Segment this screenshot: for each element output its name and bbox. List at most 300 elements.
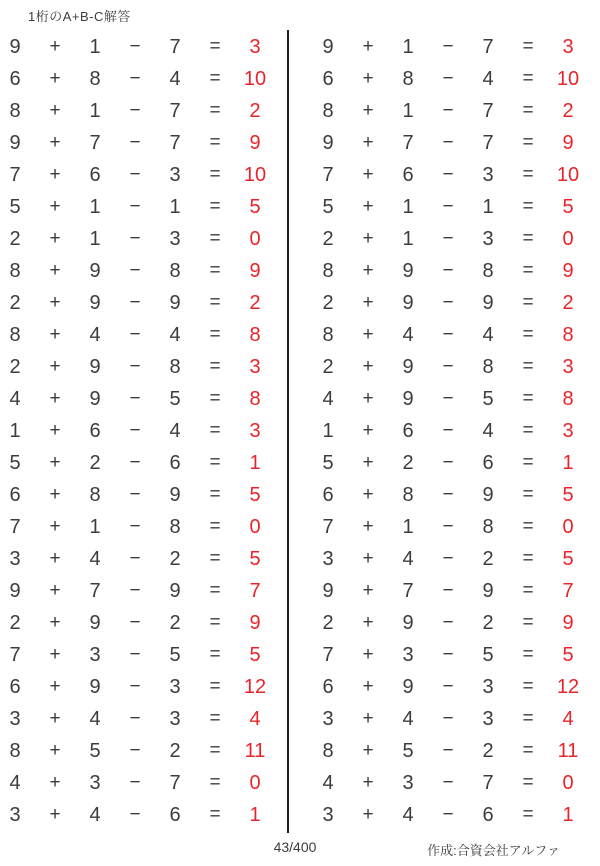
operand-b: 9: [89, 388, 101, 410]
plus-operator: +: [362, 548, 374, 569]
plus-operator: +: [49, 484, 61, 505]
equals-sign: =: [209, 36, 221, 57]
answer-value: 11: [557, 740, 579, 762]
operand-a: 9: [322, 580, 334, 602]
answer-value: 9: [562, 260, 574, 282]
operand-a: 8: [322, 324, 334, 346]
answer-value: 8: [249, 324, 261, 346]
operand-a: 8: [9, 260, 21, 282]
problem-row: [0, 703, 275, 735]
operand-c: 8: [482, 516, 494, 538]
operand-a: 2: [322, 612, 334, 634]
operand-a: 8: [322, 100, 334, 122]
operand-a: 7: [322, 516, 334, 538]
operand-b: 3: [89, 772, 101, 794]
minus-operator: −: [442, 132, 454, 153]
equals-sign: =: [209, 740, 221, 761]
equals-sign: =: [209, 356, 221, 377]
page-title: 1桁のA+B-C解答: [28, 9, 131, 24]
plus-operator: +: [362, 196, 374, 217]
plus-operator: +: [49, 804, 61, 825]
operand-c: 9: [169, 292, 181, 314]
operand-b: 1: [402, 228, 414, 250]
equals-sign: =: [209, 452, 221, 473]
operand-b: 8: [402, 68, 414, 90]
problem-row: [0, 639, 275, 671]
operand-c: 3: [482, 228, 494, 250]
equals-sign: =: [209, 260, 221, 281]
problem-row: [0, 95, 275, 127]
plus-operator: +: [49, 356, 61, 377]
operand-c: 2: [482, 548, 494, 570]
minus-operator: −: [442, 324, 454, 345]
equals-sign: =: [522, 516, 534, 537]
equals-sign: =: [522, 548, 534, 569]
operand-b: 1: [402, 196, 414, 218]
operand-b: 4: [402, 548, 414, 570]
answer-value: 8: [562, 388, 574, 410]
minus-operator: −: [129, 452, 141, 473]
answer-value: 9: [562, 132, 574, 154]
operand-c: 1: [169, 196, 181, 218]
plus-operator: +: [362, 68, 374, 89]
operand-a: 3: [322, 708, 334, 730]
equals-sign: =: [209, 196, 221, 217]
problems-column-right: [308, 31, 588, 831]
operand-c: 3: [169, 708, 181, 730]
plus-operator: +: [362, 580, 374, 601]
operand-c: 4: [482, 420, 494, 442]
operand-a: 9: [9, 132, 21, 154]
operand-b: 4: [89, 548, 101, 570]
operand-b: 9: [402, 388, 414, 410]
operand-b: 8: [89, 484, 101, 506]
operand-a: 6: [322, 676, 334, 698]
operand-b: 9: [89, 292, 101, 314]
operand-a: 8: [322, 740, 334, 762]
operand-c: 3: [169, 228, 181, 250]
operand-a: 6: [9, 484, 21, 506]
operand-c: 3: [169, 164, 181, 186]
plus-operator: +: [49, 100, 61, 121]
minus-operator: −: [129, 644, 141, 665]
equals-sign: =: [522, 260, 534, 281]
plus-operator: +: [49, 324, 61, 345]
operand-c: 2: [169, 612, 181, 634]
plus-operator: +: [362, 740, 374, 761]
plus-operator: +: [49, 644, 61, 665]
plus-operator: +: [362, 420, 374, 441]
operand-c: 6: [482, 804, 494, 826]
equals-sign: =: [209, 580, 221, 601]
problem-row: [308, 191, 588, 223]
problem-row: [0, 575, 275, 607]
operand-c: 7: [169, 36, 181, 58]
operand-b: 7: [89, 580, 101, 602]
minus-operator: −: [129, 740, 141, 761]
operand-b: 9: [402, 292, 414, 314]
minus-operator: −: [129, 580, 141, 601]
operand-c: 4: [169, 420, 181, 442]
problem-row: [308, 319, 588, 351]
plus-operator: +: [49, 580, 61, 601]
problem-row: [308, 671, 588, 703]
problem-row: [308, 255, 588, 287]
answer-value: 4: [562, 708, 574, 730]
answer-value: 2: [249, 292, 261, 314]
operand-c: 9: [482, 484, 494, 506]
operand-b: 8: [89, 68, 101, 90]
minus-operator: −: [442, 644, 454, 665]
operand-a: 8: [322, 260, 334, 282]
operand-b: 6: [402, 420, 414, 442]
answer-value: 10: [556, 68, 580, 90]
answer-value: 7: [249, 580, 261, 602]
minus-operator: −: [442, 196, 454, 217]
operand-c: 8: [482, 260, 494, 282]
equals-sign: =: [522, 708, 534, 729]
operand-b: 4: [89, 804, 101, 826]
operand-a: 5: [9, 452, 21, 474]
problem-row: [308, 735, 588, 767]
equals-sign: =: [522, 100, 534, 121]
plus-operator: +: [49, 36, 61, 57]
plus-operator: +: [362, 804, 374, 825]
operand-a: 9: [322, 36, 334, 58]
problem-row: [308, 159, 588, 191]
answer-value: 3: [562, 420, 574, 442]
problem-row: [0, 351, 275, 383]
minus-operator: −: [129, 164, 141, 185]
answer-value: 1: [562, 804, 574, 826]
operand-a: 3: [9, 708, 21, 730]
plus-operator: +: [362, 516, 374, 537]
operand-c: 7: [169, 132, 181, 154]
problem-row: [0, 255, 275, 287]
minus-operator: −: [442, 36, 454, 57]
operand-b: 9: [89, 260, 101, 282]
answer-value: 5: [562, 644, 574, 666]
minus-operator: −: [442, 100, 454, 121]
operand-a: 9: [9, 580, 21, 602]
operand-c: 3: [482, 164, 494, 186]
minus-operator: −: [442, 548, 454, 569]
plus-operator: +: [49, 452, 61, 473]
answer-value: 3: [249, 356, 261, 378]
equals-sign: =: [522, 644, 534, 665]
plus-operator: +: [49, 548, 61, 569]
minus-operator: −: [129, 68, 141, 89]
plus-operator: +: [362, 452, 374, 473]
operand-c: 7: [482, 36, 494, 58]
problem-row: [0, 671, 275, 703]
operand-c: 6: [482, 452, 494, 474]
minus-operator: −: [442, 164, 454, 185]
minus-operator: −: [442, 420, 454, 441]
minus-operator: −: [442, 484, 454, 505]
minus-operator: −: [129, 260, 141, 281]
minus-operator: −: [129, 228, 141, 249]
equals-sign: =: [209, 292, 221, 313]
plus-operator: +: [362, 356, 374, 377]
operand-a: 2: [322, 356, 334, 378]
plus-operator: +: [362, 100, 374, 121]
operand-a: 2: [9, 612, 21, 634]
plus-operator: +: [362, 324, 374, 345]
plus-operator: +: [362, 772, 374, 793]
operand-b: 4: [402, 324, 414, 346]
answer-value: 1: [562, 452, 574, 474]
operand-c: 7: [482, 132, 494, 154]
answer-value: 2: [562, 292, 574, 314]
operand-c: 8: [169, 356, 181, 378]
operand-b: 9: [89, 676, 101, 698]
operand-b: 3: [402, 772, 414, 794]
equals-sign: =: [209, 708, 221, 729]
problem-row: [308, 639, 588, 671]
equals-sign: =: [209, 164, 221, 185]
answer-value: 8: [249, 388, 261, 410]
answer-value: 1: [249, 804, 261, 826]
equals-sign: =: [522, 132, 534, 153]
operand-c: 5: [482, 388, 494, 410]
plus-operator: +: [49, 68, 61, 89]
answer-value: 10: [556, 164, 580, 186]
problem-row: [0, 191, 275, 223]
plus-operator: +: [362, 388, 374, 409]
operand-a: 4: [9, 388, 21, 410]
equals-sign: =: [522, 420, 534, 441]
operand-a: 5: [322, 196, 334, 218]
equals-sign: =: [209, 228, 221, 249]
operand-c: 5: [169, 388, 181, 410]
equals-sign: =: [209, 548, 221, 569]
answer-value: 3: [249, 36, 261, 58]
operand-b: 4: [402, 708, 414, 730]
operand-b: 4: [89, 324, 101, 346]
answer-value: 5: [562, 196, 574, 218]
operand-c: 9: [482, 292, 494, 314]
operand-c: 4: [482, 68, 494, 90]
problem-row: [0, 767, 275, 799]
operand-a: 8: [9, 740, 21, 762]
plus-operator: +: [362, 164, 374, 185]
equals-sign: =: [522, 676, 534, 697]
problem-row: [0, 319, 275, 351]
problem-row: [0, 607, 275, 639]
answer-value: 3: [562, 356, 574, 378]
operand-c: 8: [482, 356, 494, 378]
minus-operator: −: [442, 388, 454, 409]
minus-operator: −: [442, 452, 454, 473]
plus-operator: +: [49, 388, 61, 409]
equals-sign: =: [522, 452, 534, 473]
operand-c: 8: [169, 516, 181, 538]
problem-row: [0, 223, 275, 255]
operand-a: 7: [9, 164, 21, 186]
minus-operator: −: [442, 676, 454, 697]
problem-row: [308, 767, 588, 799]
equals-sign: =: [209, 612, 221, 633]
minus-operator: −: [442, 708, 454, 729]
credit-text: 作成:合資会社アルファ: [427, 843, 560, 858]
equals-sign: =: [209, 324, 221, 345]
problem-row: [308, 63, 588, 95]
operand-a: 2: [9, 356, 21, 378]
minus-operator: −: [129, 196, 141, 217]
operand-b: 7: [402, 132, 414, 154]
minus-operator: −: [442, 580, 454, 601]
plus-operator: +: [362, 132, 374, 153]
plus-operator: +: [49, 516, 61, 537]
answer-value: 7: [562, 580, 574, 602]
operand-a: 3: [9, 804, 21, 826]
equals-sign: =: [209, 132, 221, 153]
operand-b: 9: [402, 676, 414, 698]
answer-value: 11: [244, 740, 266, 762]
operand-c: 5: [482, 644, 494, 666]
operand-c: 2: [482, 612, 494, 634]
problem-row: [308, 543, 588, 575]
minus-operator: −: [442, 228, 454, 249]
answer-value: 10: [243, 68, 267, 90]
operand-b: 1: [89, 100, 101, 122]
operand-a: 3: [322, 548, 334, 570]
operand-c: 9: [482, 580, 494, 602]
plus-operator: +: [49, 676, 61, 697]
equals-sign: =: [522, 228, 534, 249]
operand-b: 2: [402, 452, 414, 474]
operand-c: 9: [169, 580, 181, 602]
minus-operator: −: [129, 100, 141, 121]
operand-c: 6: [169, 452, 181, 474]
page-number: 43/400: [273, 839, 317, 855]
operand-b: 7: [402, 580, 414, 602]
problems-column-left: [0, 31, 275, 831]
answer-value: 5: [562, 548, 574, 570]
plus-operator: +: [362, 484, 374, 505]
operand-b: 1: [89, 516, 101, 538]
operand-b: 3: [402, 644, 414, 666]
operand-a: 9: [322, 132, 334, 154]
operand-c: 1: [482, 196, 494, 218]
equals-sign: =: [522, 68, 534, 89]
minus-operator: −: [129, 708, 141, 729]
equals-sign: =: [209, 484, 221, 505]
problem-row: [308, 479, 588, 511]
problem-row: [0, 159, 275, 191]
minus-operator: −: [442, 772, 454, 793]
problem-row: [0, 31, 275, 63]
minus-operator: −: [129, 36, 141, 57]
minus-operator: −: [442, 68, 454, 89]
operand-c: 4: [169, 68, 181, 90]
operand-b: 5: [89, 740, 101, 762]
operand-c: 2: [482, 740, 494, 762]
operand-a: 5: [9, 196, 21, 218]
answer-value: 0: [562, 516, 574, 538]
operand-b: 6: [89, 164, 101, 186]
minus-operator: −: [129, 132, 141, 153]
minus-operator: −: [129, 388, 141, 409]
operand-a: 1: [9, 420, 21, 442]
operand-a: 4: [322, 772, 334, 794]
operand-a: 6: [9, 676, 21, 698]
minus-operator: −: [129, 420, 141, 441]
operand-b: 9: [89, 356, 101, 378]
operand-b: 1: [402, 516, 414, 538]
plus-operator: +: [49, 740, 61, 761]
equals-sign: =: [209, 772, 221, 793]
operand-a: 7: [322, 164, 334, 186]
operand-c: 7: [482, 772, 494, 794]
operand-c: 7: [169, 100, 181, 122]
answer-value: 9: [562, 612, 574, 634]
operand-a: 6: [322, 484, 334, 506]
operand-a: 2: [322, 292, 334, 314]
answer-value: 8: [562, 324, 574, 346]
minus-operator: −: [129, 772, 141, 793]
answer-value: 5: [249, 548, 261, 570]
minus-operator: −: [129, 516, 141, 537]
problem-row: [0, 511, 275, 543]
plus-operator: +: [49, 420, 61, 441]
equals-sign: =: [522, 36, 534, 57]
problem-row: [0, 479, 275, 511]
equals-sign: =: [522, 292, 534, 313]
problem-row: [308, 511, 588, 543]
answer-value: 5: [249, 196, 261, 218]
plus-operator: +: [49, 260, 61, 281]
problem-row: [0, 287, 275, 319]
answer-value: 2: [562, 100, 574, 122]
plus-operator: +: [49, 612, 61, 633]
operand-a: 9: [9, 36, 21, 58]
problem-row: [308, 799, 588, 831]
operand-a: 5: [322, 452, 334, 474]
operand-a: 7: [9, 644, 21, 666]
problem-row: [0, 799, 275, 831]
equals-sign: =: [209, 100, 221, 121]
operand-b: 6: [402, 164, 414, 186]
equals-sign: =: [209, 676, 221, 697]
operand-b: 4: [402, 804, 414, 826]
equals-sign: =: [522, 388, 534, 409]
problem-row: [0, 543, 275, 575]
problem-row: [308, 95, 588, 127]
minus-operator: −: [129, 324, 141, 345]
minus-operator: −: [442, 292, 454, 313]
equals-sign: =: [209, 68, 221, 89]
operand-a: 7: [322, 644, 334, 666]
operand-b: 1: [402, 100, 414, 122]
plus-operator: +: [362, 292, 374, 313]
operand-b: 5: [402, 740, 414, 762]
operand-b: 3: [89, 644, 101, 666]
answer-value: 2: [249, 100, 261, 122]
plus-operator: +: [362, 644, 374, 665]
operand-b: 1: [89, 36, 101, 58]
operand-a: 2: [322, 228, 334, 250]
operand-c: 4: [169, 324, 181, 346]
answer-value: 0: [562, 228, 574, 250]
equals-sign: =: [209, 516, 221, 537]
minus-operator: −: [129, 484, 141, 505]
operand-a: 8: [9, 100, 21, 122]
operand-b: 2: [89, 452, 101, 474]
problem-row: [308, 383, 588, 415]
equals-sign: =: [522, 196, 534, 217]
